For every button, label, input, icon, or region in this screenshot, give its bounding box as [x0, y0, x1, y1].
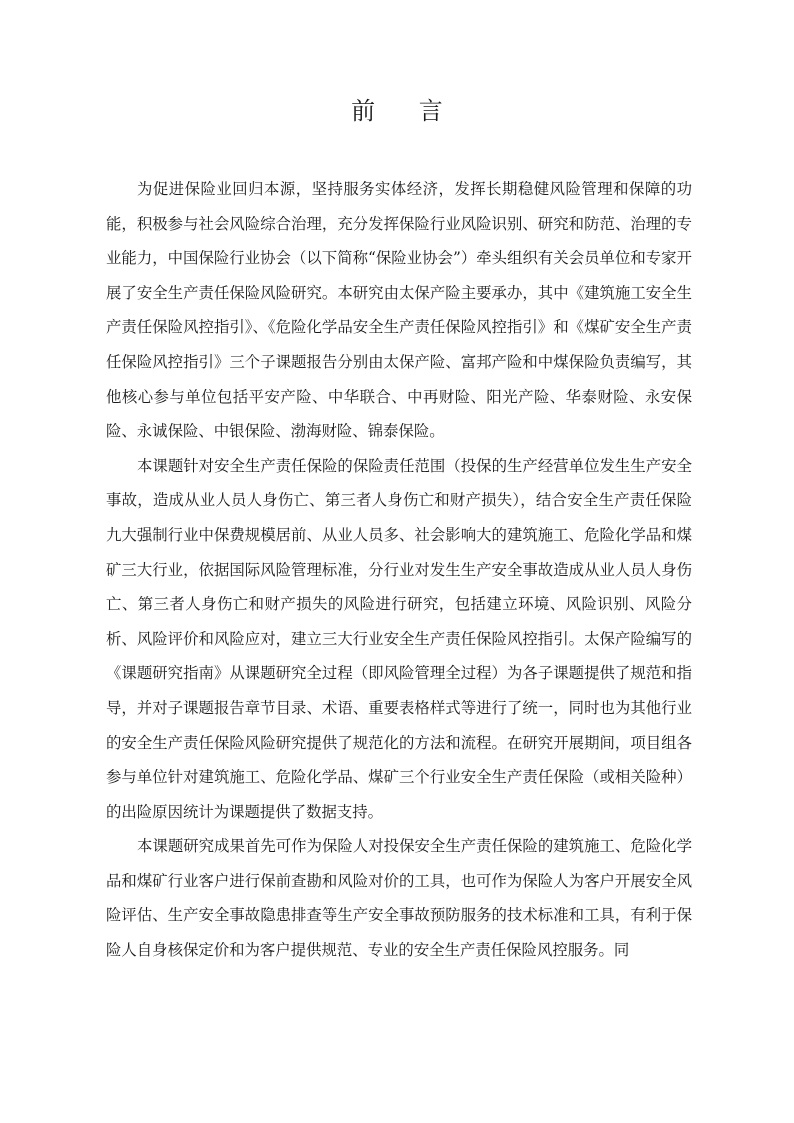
paragraph-2: 本课题针对安全生产责任保险的保险责任范围（投保的生产经营单位发生生产安全事故，造成从业人员人身伤亡、第三者人身伤亡和财产损失），结合安全生产责任保险九大强制行业中保费规模居前、从业人员多、社会影响大的建筑施工、危险化学品和煤矿三大行业，依据国际风险管理标准，分行业对发生生产安全事故造成从业人员人身伤亡、第三者人身伤亡和财产损失的风险进行研究，包括建立环境、风险识别、风险分析、风险评价和风险应对，建立三大行业安全生产责任保险风控指引。太保产险编写的《课题研究指南》从课题研究全过程（即风险管理全过程）为各子课题提供了规范和指导，并对子课题报告章节目录、术语、重要表格样式等进行了统一，同时也为其他行业的安全生产责任保险风险研究提供了规范化的方法和流程。在研究开展期间，项目组各参与单位针对建筑施工、危险化学品、煤矿三个行业安全生产责任保险（或相关险种）的出险原因统计为课题提供了数据支持。 [106, 456, 692, 821]
preface-body [106, 172, 692, 968]
paragraph-3: 本课题研究成果首先可作为保险人对投保安全生产责任保险的建筑施工、危险化学品和煤矿行业客户进行保前查勘和风险对价的工具，也可作为保险人为客户开展安全风险评估、生产安全事故隐患排查等生产安全事故预防服务的技术标准和工具，有利于保险人自身核保定价和为客户提供规范、专业的安全生产责任保险风控服务。同 [106, 837, 692, 960]
page-title: 前 言 [351, 97, 461, 125]
paragraph-1: 为促进保险业回归本源，坚持服务实体经济，发挥长期稳健风险管理和保障的功能，积极参与社会风险综合治理，充分发挥保险行业风险识别、研究和防范、治理的专业能力，中国保险行业协会（以下简称“保险业协会”）牵头组织有关会员单位和专家开展了安全生产责任保险风险研究。本研究由太保产险主要承办，其中《建筑施工安全生产责任保险风控指引》、《危险化学品安全生产责任保险风控指引》和《煤矿安全生产责任保险风控指引》三个子课题报告分别由太保产险、富邦产险和中煤保险负责编写，其他核心参与单位包括平安产险、中华联合、中再财险、阳光产险、华泰财险、永安保险、永诚保险、中银保险、渤海财险、锦泰保险。 [106, 180, 692, 441]
